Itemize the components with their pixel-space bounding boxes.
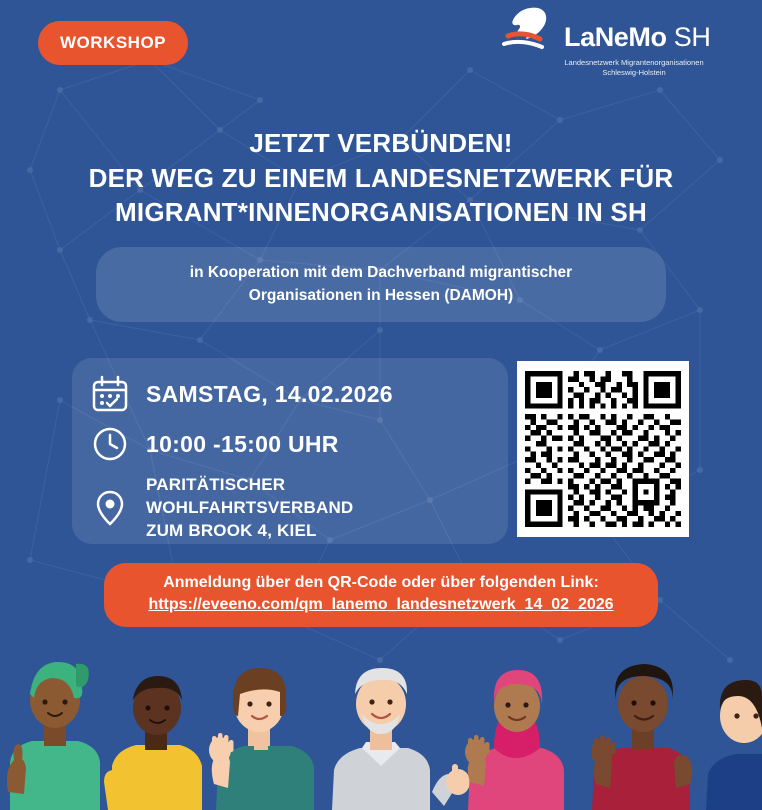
logo — [494, 6, 714, 86]
title-line-2: DER WEG ZU EINEM LANDESNETZWERK FÜR — [88, 162, 674, 193]
person-1 — [7, 662, 100, 810]
logo-subtitle-line1: Landesnetzwerk Migrantenorganisationen — [564, 58, 704, 67]
person-4 — [332, 668, 470, 810]
person-6 — [591, 664, 692, 810]
detail-location-line1: PARITÄTISCHER WOHLFAHRTSVERBAND — [146, 475, 354, 517]
detail-date-text: SAMSTAG, 14.02.2026 — [146, 380, 393, 407]
logo-wordmark — [564, 22, 710, 53]
poster-title — [0, 126, 762, 230]
person-7 — [706, 680, 762, 810]
detail-date — [90, 374, 490, 414]
subtitle-line-2: Organisationen in Hessen (DAMOH) — [248, 287, 514, 305]
event-details-panel — [72, 358, 508, 544]
detail-time — [90, 424, 490, 464]
logo-subtitle-line2: Schleswig-Holstein — [602, 67, 666, 77]
workshop-badge: WORKSHOP — [38, 21, 188, 65]
diverse-people-illustration — [0, 642, 762, 810]
location-pin-icon — [90, 488, 130, 528]
detail-time-text: 10:00 -15:00 UHR — [146, 430, 339, 457]
logo-region: SH — [673, 22, 711, 52]
registration-bar — [104, 563, 658, 627]
logo-name: LaNeMo — [564, 22, 667, 52]
person-3 — [209, 668, 314, 810]
title-line-3: MIGRANT*INNENORGANISATIONEN IN SH — [115, 197, 647, 228]
qr-code-icon — [525, 369, 681, 529]
title-line-1: JETZT VERBÜNDEN! — [249, 128, 513, 158]
clock-icon — [90, 424, 130, 464]
logo-subtitle — [554, 58, 714, 78]
detail-location-text — [146, 474, 490, 543]
qr-code[interactable] — [517, 361, 689, 537]
detail-location-line2: ZUM BROOK 4, KIEL — [146, 520, 317, 540]
cooperation-subtitle — [96, 247, 666, 322]
person-5 — [465, 670, 564, 810]
registration-link[interactable]: https://eveeno.com/qm_lanemo_landesnetzwerk_14_02_2026 — [148, 596, 614, 613]
calendar-icon — [90, 374, 130, 414]
schleswig-holstein-map-icon — [500, 6, 574, 50]
person-2 — [104, 676, 202, 810]
registration-text: Anmeldung über den QR-Code oder über folgenden Link: — [163, 574, 599, 591]
subtitle-line-1: in Kooperation mit dem Dachverband migrantischer — [189, 264, 573, 281]
detail-location — [90, 474, 490, 543]
